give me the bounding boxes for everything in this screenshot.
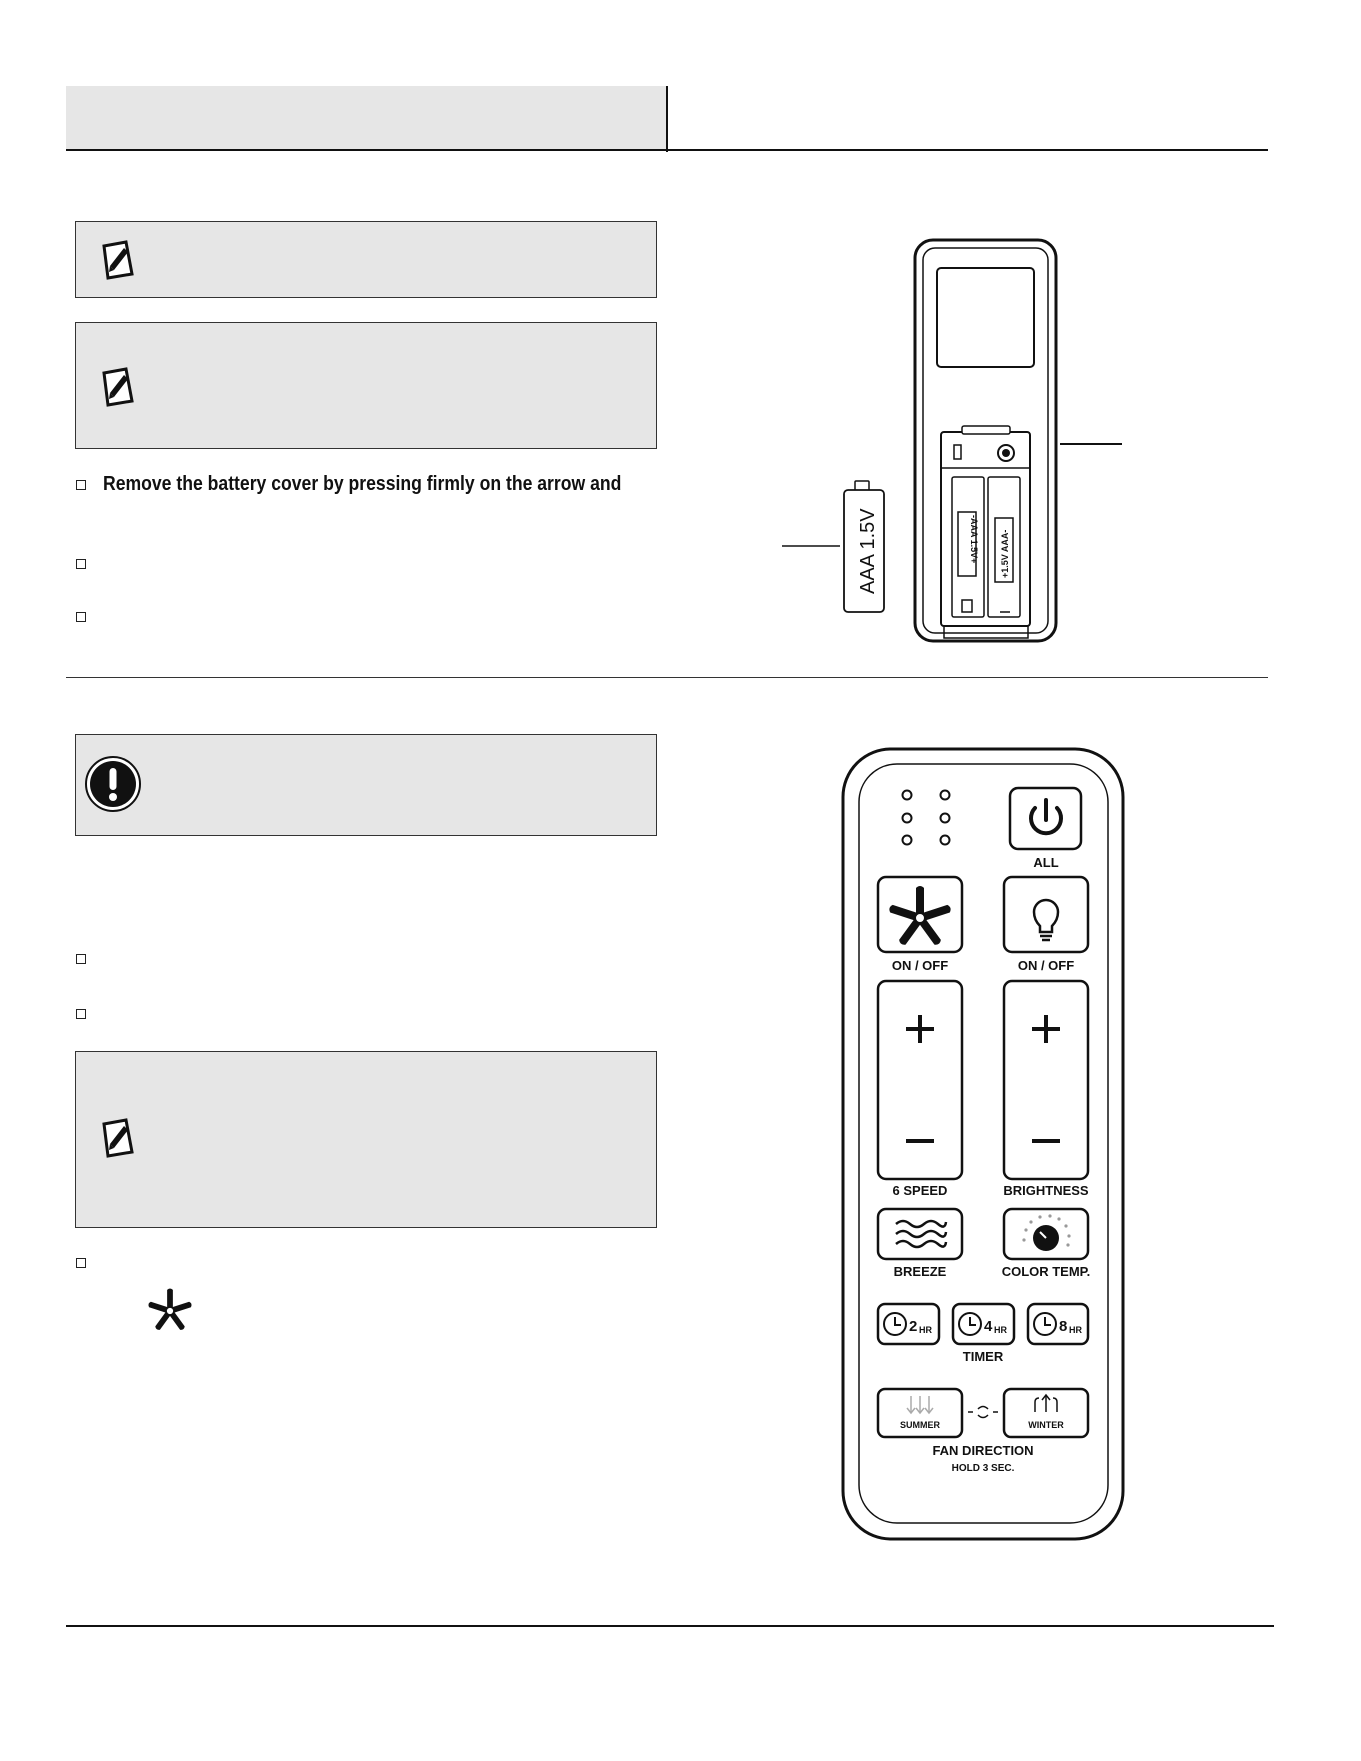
step-checkbox[interactable] (76, 1258, 86, 1268)
hold-label: HOLD 3 SEC. (951, 1463, 1015, 1474)
breeze-label: BREEZE (893, 1264, 947, 1279)
summer-button[interactable] (878, 1389, 962, 1437)
note-pencil-icon (96, 1114, 140, 1158)
timer-label: TIMER (962, 1349, 1004, 1364)
light-on-off-label: ON / OFF (1017, 958, 1075, 973)
brightness-rocker-button[interactable] (1004, 981, 1088, 1179)
remote-front-illustration (840, 745, 1130, 1545)
step-checkbox[interactable] (76, 559, 86, 569)
timer-4hr-number: 4 (984, 1318, 993, 1335)
fan-on-off-label: ON / OFF (891, 958, 949, 973)
timer-2hr-button[interactable] (878, 1304, 939, 1344)
exclamation-icon (84, 755, 142, 813)
battery-slot-left-label: -AAA 1.5V+ (969, 515, 979, 564)
winter-label: WINTER (1028, 1420, 1064, 1430)
down-arrows-icon (907, 1396, 933, 1413)
brightness-label: BRIGHTNESS (1003, 1183, 1089, 1198)
remote-back-illustration (770, 232, 1130, 652)
light-on-off-button[interactable] (1004, 877, 1088, 952)
timer-8hr-unit: HR (1069, 1325, 1082, 1335)
battery-label: AAA 1.5V (857, 508, 879, 594)
timer-2hr-unit: HR (919, 1325, 932, 1335)
note-pencil-icon (96, 363, 140, 407)
breeze-button[interactable] (878, 1209, 962, 1259)
winter-button[interactable] (1004, 1389, 1088, 1437)
color-temp-label: COLOR TEMP. (1001, 1264, 1091, 1279)
timer-4hr-unit: HR (994, 1325, 1007, 1335)
header-rule (66, 149, 1268, 151)
timer-4hr-button[interactable] (953, 1304, 1014, 1344)
timer-2hr-number: 2 (909, 1318, 918, 1335)
note-box-2 (75, 322, 657, 449)
fan-direction-label: FAN DIRECTION (932, 1443, 1034, 1458)
step-checkbox[interactable] (76, 1009, 86, 1019)
footer-rule (66, 1625, 1274, 1627)
step-remove-cover: Remove the battery cover by pressing firmly on the arrow and (103, 473, 622, 495)
summer-label: SUMMER (900, 1420, 940, 1430)
power-all-button[interactable] (1010, 788, 1081, 849)
step-checkbox[interactable] (76, 954, 86, 964)
speed-label: 6 SPEED (892, 1183, 948, 1198)
battery-slot-right-label: +1.5V AAA- (1000, 529, 1010, 578)
step-checkbox[interactable] (76, 612, 86, 622)
color-temp-button[interactable] (1004, 1209, 1088, 1259)
timer-8hr-button[interactable] (1028, 1304, 1088, 1344)
note-pencil-icon (96, 236, 140, 280)
all-label: ALL (1033, 855, 1059, 870)
speed-rocker-button[interactable] (878, 981, 962, 1179)
timer-8hr-number: 8 (1059, 1318, 1068, 1335)
section-divider (66, 677, 1268, 678)
warning-box (75, 734, 657, 836)
note-box-1 (75, 221, 657, 298)
step-checkbox[interactable] (76, 480, 86, 490)
header-divider (666, 86, 668, 152)
note-box-3 (75, 1051, 657, 1228)
header-title-box (66, 86, 666, 150)
fan-on-off-button[interactable] (878, 877, 962, 952)
fan-icon (146, 1288, 194, 1334)
